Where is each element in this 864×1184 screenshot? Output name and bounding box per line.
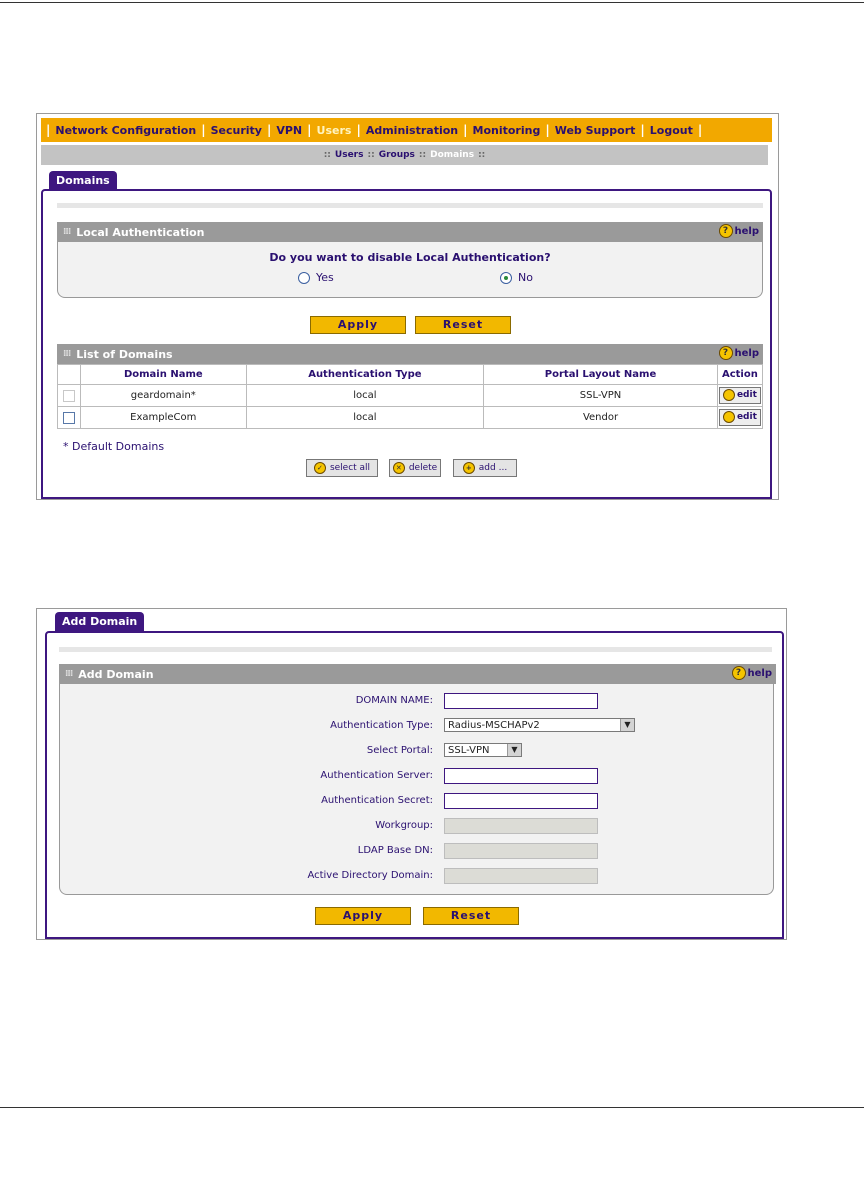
select-column-header bbox=[58, 365, 81, 385]
tab-add-domain[interactable]: Add Domain bbox=[55, 612, 144, 631]
add-domain-help-link[interactable] bbox=[732, 666, 773, 680]
auth-type-select[interactable] bbox=[444, 718, 635, 732]
table-row bbox=[58, 385, 763, 407]
domains-table bbox=[57, 364, 763, 429]
reset-button[interactable]: Reset bbox=[415, 316, 511, 334]
radio-circle-no[interactable] bbox=[500, 272, 512, 284]
chevron-down-icon[interactable]: ▼ bbox=[620, 719, 634, 731]
subnav-item-groups[interactable]: Groups bbox=[378, 150, 415, 160]
grip-icon: ⁞⁞⁞ bbox=[63, 227, 71, 237]
add-domain-reset-button[interactable]: Reset bbox=[423, 907, 519, 925]
select-all-button[interactable] bbox=[306, 459, 378, 477]
table-header-row bbox=[58, 365, 763, 385]
nav-separator: | bbox=[266, 123, 272, 137]
domain-name-input[interactable] bbox=[444, 693, 598, 709]
add-domain-title: Add Domain bbox=[78, 667, 154, 681]
auth-server-row bbox=[60, 768, 773, 786]
nav-separator: | bbox=[545, 123, 550, 137]
portal-value: SSL-VPN bbox=[448, 745, 490, 756]
add-domain-apply-button[interactable]: Apply bbox=[315, 907, 411, 925]
subnav-item-users[interactable]: Users bbox=[334, 150, 364, 160]
disable-local-auth-question: Do you want to disable Local Authentication? bbox=[269, 251, 551, 264]
help-icon: ? bbox=[719, 224, 733, 238]
edit-icon bbox=[723, 411, 735, 423]
nav-item-web-support[interactable]: Web Support bbox=[554, 123, 636, 137]
radio-no-label: No bbox=[518, 271, 533, 284]
nav-item-administration[interactable]: Administration bbox=[365, 123, 459, 137]
local-auth-title: Local Authentication bbox=[76, 225, 205, 239]
column-domain-name: Domain Name bbox=[81, 365, 246, 385]
top-navigation bbox=[41, 118, 772, 142]
grip-icon: ⁞⁞⁞ bbox=[65, 669, 73, 679]
help-label: help bbox=[734, 225, 759, 237]
panel-top-bar bbox=[59, 647, 772, 652]
auth-type-cell: local bbox=[246, 385, 484, 407]
panel-top-bar bbox=[57, 203, 763, 208]
nav-item-vpn[interactable]: VPN bbox=[276, 123, 303, 137]
domains-help-link[interactable] bbox=[719, 346, 760, 360]
domain-name-cell: geardomain* bbox=[81, 385, 246, 407]
tab-domains[interactable]: Domains bbox=[49, 171, 117, 190]
delete-button[interactable] bbox=[389, 459, 441, 477]
auth-type-cell: local bbox=[246, 407, 484, 429]
auth-server-input[interactable] bbox=[444, 768, 598, 784]
nav-separator: | bbox=[201, 123, 206, 137]
nav-separator: | bbox=[697, 123, 703, 137]
ldap-base-dn-label: LDAP Base DN: bbox=[357, 845, 433, 856]
page-top-rule bbox=[0, 2, 864, 3]
add-domain-form bbox=[59, 684, 774, 895]
add-domain-panel bbox=[45, 631, 784, 939]
ldap-base-dn-row bbox=[60, 843, 773, 861]
ad-domain-row bbox=[60, 868, 773, 886]
apply-button[interactable]: Apply bbox=[310, 316, 406, 334]
add-icon: + bbox=[463, 462, 475, 474]
radio-circle-yes[interactable] bbox=[298, 272, 310, 284]
nav-item-users[interactable]: Users bbox=[316, 123, 352, 137]
portal-label: Select Portal: bbox=[366, 745, 433, 756]
page-bottom-rule bbox=[0, 1107, 864, 1108]
auth-type-row bbox=[60, 718, 773, 736]
domain-name-label: DOMAIN NAME: bbox=[355, 695, 433, 706]
auth-secret-label: Authentication Secret: bbox=[321, 795, 433, 806]
add-domain-header bbox=[59, 664, 776, 684]
add-domain-screenshot bbox=[36, 608, 787, 940]
subnav-separator: :: bbox=[323, 150, 331, 160]
check-icon: ✓ bbox=[314, 462, 326, 474]
radio-yes-label: Yes bbox=[316, 271, 334, 284]
add-label: add ... bbox=[478, 463, 508, 473]
row-checkbox[interactable] bbox=[63, 412, 75, 424]
radio-yes[interactable] bbox=[298, 271, 334, 284]
edit-button[interactable] bbox=[719, 409, 761, 426]
ad-domain-input[interactable] bbox=[444, 868, 598, 884]
subnav-separator: :: bbox=[478, 150, 486, 160]
portal-select[interactable] bbox=[444, 743, 522, 757]
table-row bbox=[58, 407, 763, 429]
radio-no[interactable] bbox=[500, 271, 533, 284]
help-label: help bbox=[734, 347, 759, 359]
workgroup-input[interactable] bbox=[444, 818, 598, 834]
column-auth-type: Authentication Type bbox=[246, 365, 484, 385]
ad-domain-label: Active Directory Domain: bbox=[307, 870, 433, 881]
auth-type-label: Authentication Type: bbox=[330, 720, 433, 731]
nav-item-network-configuration[interactable]: Network Configuration bbox=[55, 123, 197, 137]
auth-server-label: Authentication Server: bbox=[320, 770, 433, 781]
auth-secret-input[interactable] bbox=[444, 793, 598, 809]
domains-list-header bbox=[57, 344, 763, 364]
edit-icon bbox=[723, 389, 735, 401]
domains-screenshot bbox=[36, 113, 779, 500]
column-action: Action bbox=[717, 365, 762, 385]
local-auth-header bbox=[57, 222, 763, 242]
nav-item-security[interactable]: Security bbox=[210, 123, 262, 137]
nav-item-logout[interactable]: Logout bbox=[649, 123, 693, 137]
select-all-label: select all bbox=[329, 463, 371, 473]
ldap-base-dn-input[interactable] bbox=[444, 843, 598, 859]
delete-label: delete bbox=[408, 463, 438, 473]
portal-row bbox=[60, 743, 773, 761]
nav-separator: | bbox=[356, 123, 361, 137]
delete-icon: ✕ bbox=[393, 462, 405, 474]
nav-separator: | bbox=[463, 123, 468, 137]
subnav-separator: :: bbox=[367, 150, 375, 160]
domain-name-row bbox=[60, 693, 773, 711]
row-checkbox[interactable] bbox=[63, 390, 75, 402]
chevron-down-icon[interactable]: ▼ bbox=[507, 744, 521, 756]
add-button[interactable] bbox=[453, 459, 517, 477]
help-icon: ? bbox=[732, 666, 746, 680]
workgroup-row bbox=[60, 818, 773, 836]
nav-separator: | bbox=[307, 123, 312, 137]
column-portal-layout: Portal Layout Name bbox=[484, 365, 718, 385]
help-icon: ? bbox=[719, 346, 733, 360]
auth-type-value: Radius-MSCHAPv2 bbox=[448, 720, 540, 731]
edit-label: edit bbox=[736, 390, 757, 401]
edit-button[interactable] bbox=[719, 387, 761, 404]
edit-label: edit bbox=[736, 412, 757, 423]
workgroup-label: Workgroup: bbox=[375, 820, 433, 831]
sub-navigation bbox=[41, 145, 768, 165]
domain-name-cell: ExampleCom bbox=[81, 407, 246, 429]
local-auth-box bbox=[57, 242, 763, 298]
grip-icon: ⁞⁞⁞ bbox=[63, 349, 71, 359]
subnav-item-domains[interactable]: Domains bbox=[430, 150, 475, 160]
default-domains-note: * Default Domains bbox=[63, 440, 165, 453]
auth-secret-row bbox=[60, 793, 773, 811]
portal-layout-cell: SSL-VPN bbox=[484, 385, 718, 407]
nav-separator: | bbox=[640, 123, 645, 137]
domains-list-title: List of Domains bbox=[76, 347, 173, 361]
help-label: help bbox=[747, 667, 772, 679]
subnav-separator: :: bbox=[418, 150, 427, 160]
nav-separator: | bbox=[46, 123, 51, 137]
local-auth-help-link[interactable] bbox=[719, 224, 760, 238]
domains-panel bbox=[41, 189, 772, 499]
nav-item-monitoring[interactable]: Monitoring bbox=[472, 123, 541, 137]
portal-layout-cell: Vendor bbox=[484, 407, 718, 429]
